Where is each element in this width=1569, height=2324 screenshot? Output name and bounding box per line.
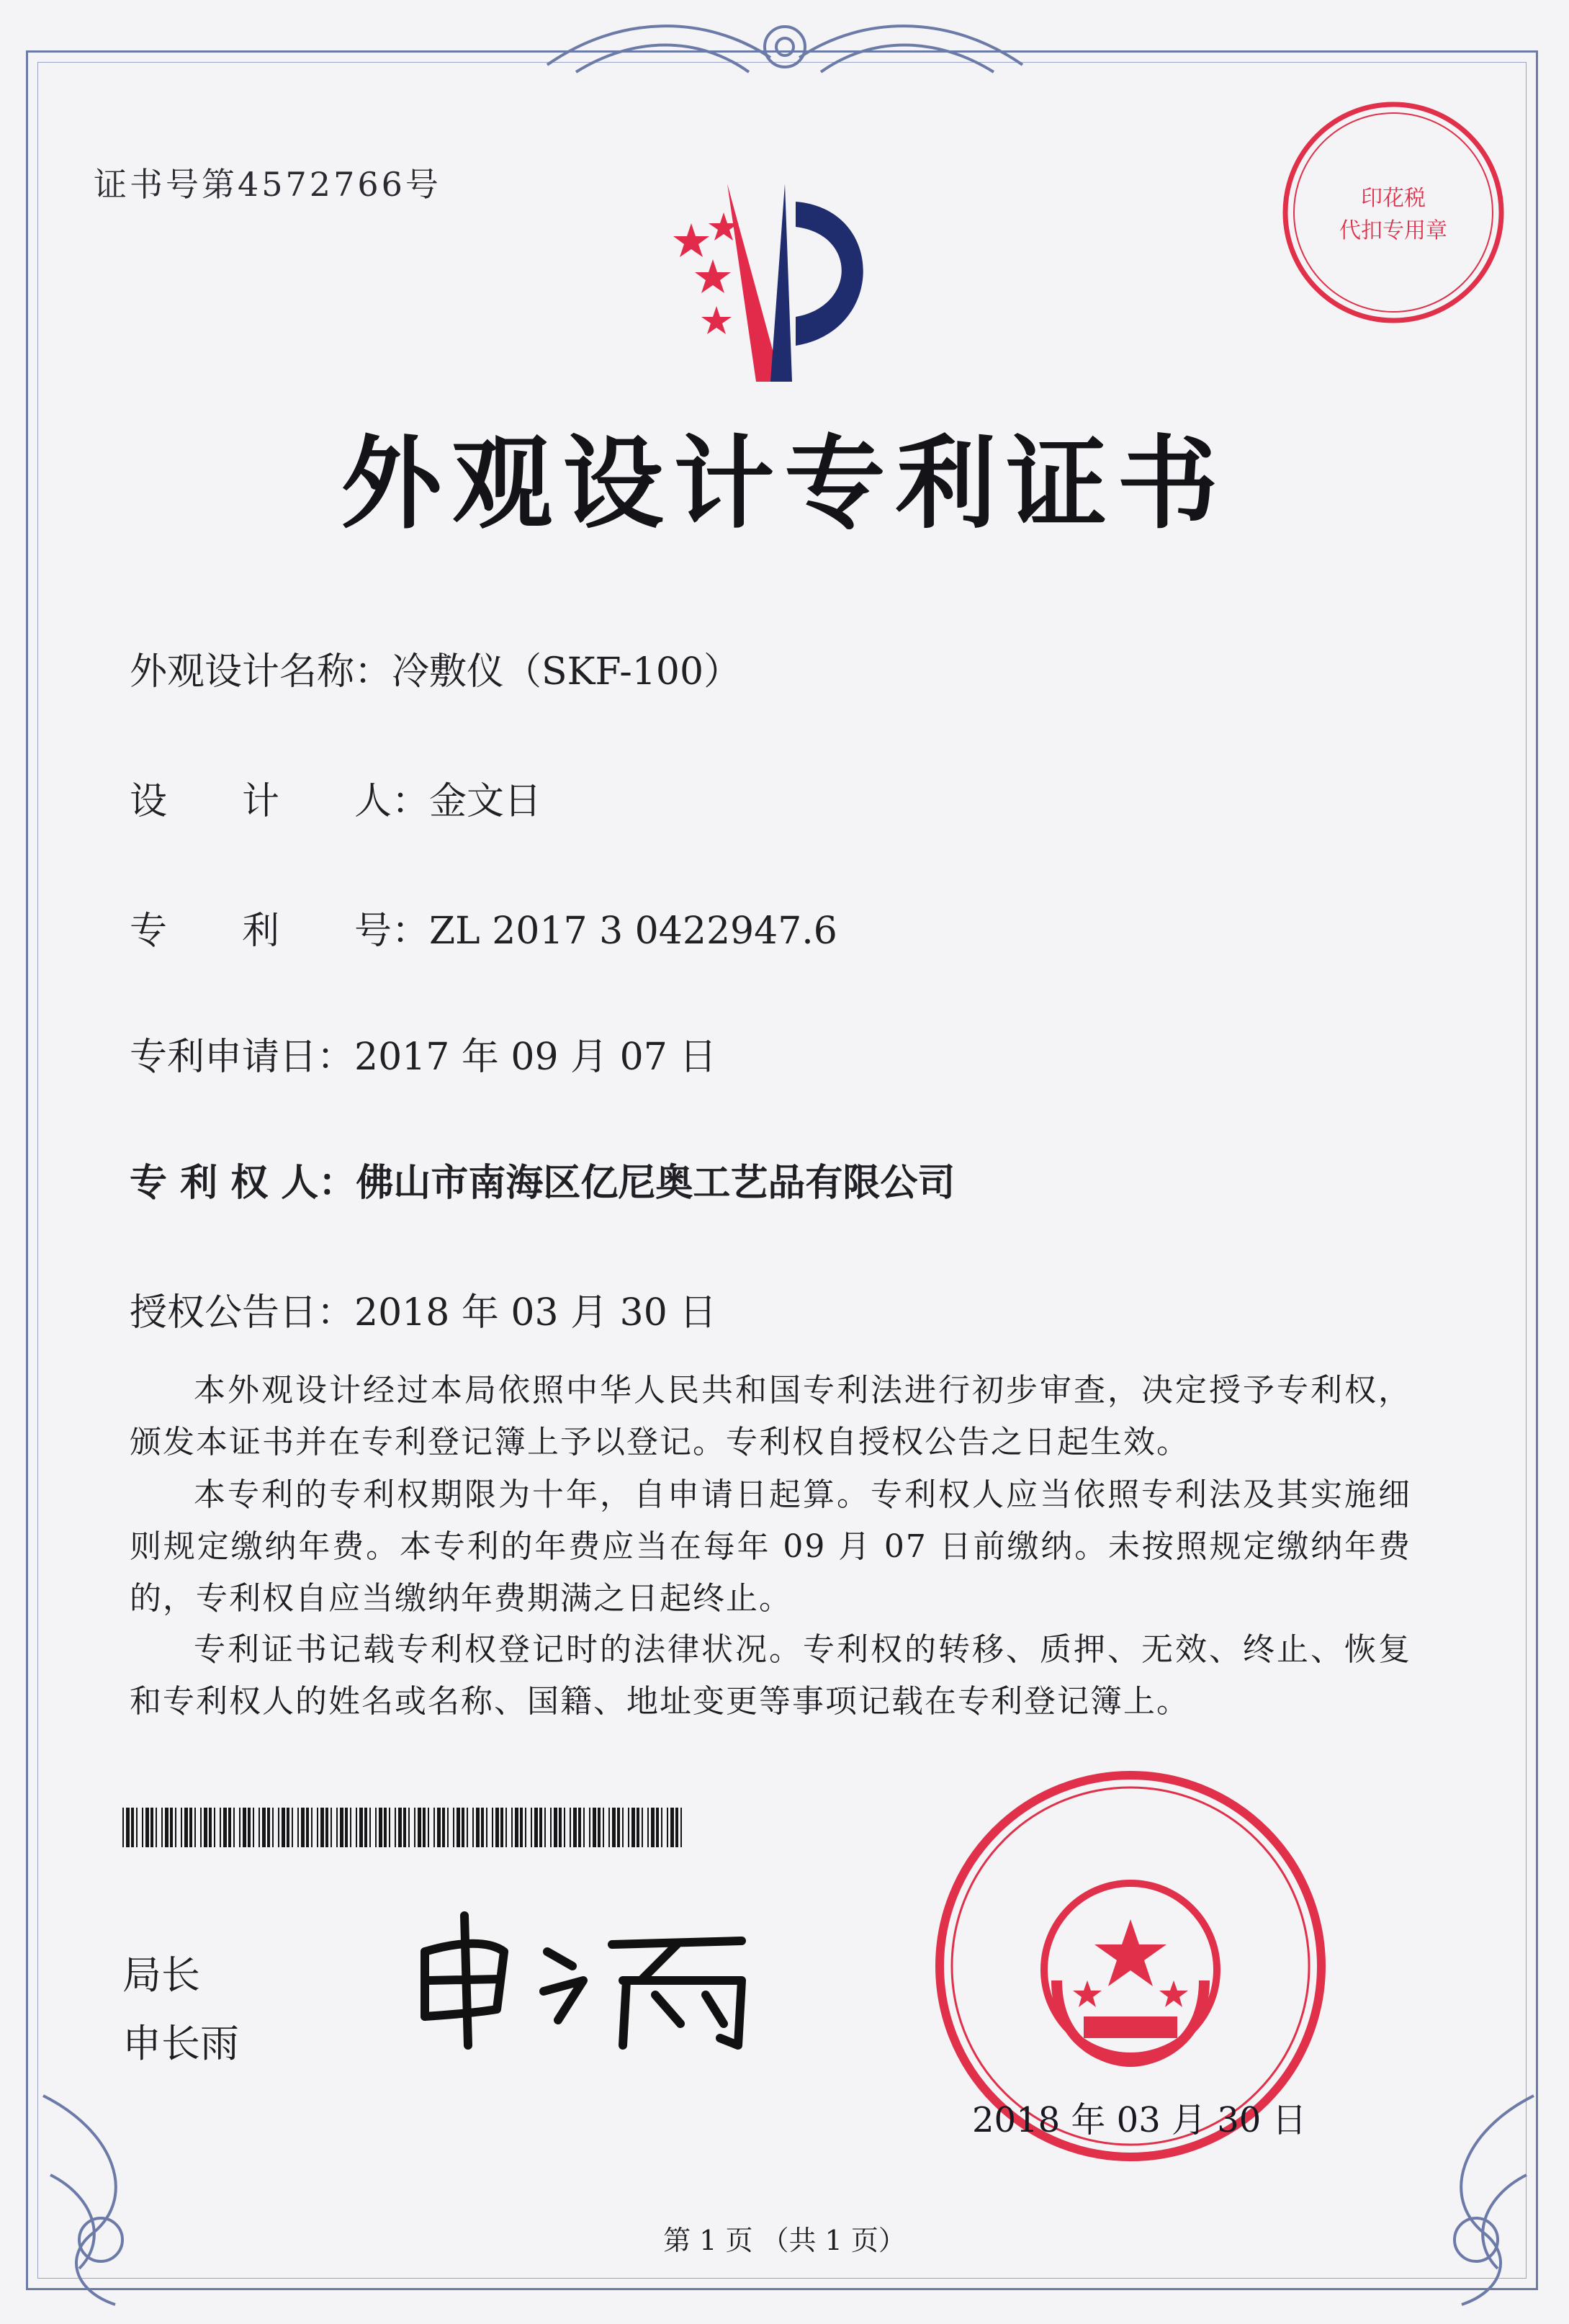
- field-design-name: [130, 641, 741, 695]
- top-ornament: [533, 7, 1037, 86]
- handwritten-signature: [403, 1901, 778, 2052]
- patent-number-value: ZL 2017 3 0422947.6: [429, 910, 837, 953]
- bottom-left-ornament: [29, 2089, 187, 2319]
- patentee-value: 佛山市南海区亿尼奥工艺品有限公司: [356, 1162, 956, 1205]
- page-footer: 第 1 页 （共 1 页）: [663, 2225, 906, 2256]
- paragraph-legal-status-text: 专利证书记载专利权登记时的法律状况。专利权的转移、质押、无效、终止、恢复和专利权人的姓名或名称、国籍、地址变更等事项记载在专利登记簿上。: [130, 1631, 1411, 1720]
- application-date-value: 2017 年 09 月 07 日: [354, 1036, 717, 1079]
- tax-stamp-seal-icon: [1278, 97, 1509, 328]
- bottom-right-ornament: [1390, 2089, 1548, 2319]
- designer-value: 金文日: [429, 780, 542, 823]
- seal-date: 2018 年 03 月 30 日: [972, 2100, 1307, 2140]
- tax-seal-center-line2: 代扣专用章: [1339, 218, 1447, 243]
- paragraph-grant-text: 本外观设计经过本局依照中华人民共和国专利法进行初步审查，决定授予专利权，颁发本证书并在专利登记簿上予以登记。专利权自授权公告之日起生效。: [130, 1372, 1411, 1461]
- signatory-name: 申长雨: [122, 2021, 239, 2066]
- announcement-date-value: 2018 年 03 月 30 日: [354, 1291, 717, 1334]
- patent-number-label: 专 利 号：: [130, 910, 430, 953]
- field-patent-number: [130, 900, 837, 954]
- field-application-date: [130, 1026, 716, 1080]
- patent-office-emblem-icon: [648, 173, 922, 389]
- barcode-icon: [122, 1808, 684, 1847]
- certificate-title: 外观设计专利证书: [341, 426, 1228, 543]
- paragraph-term: [130, 1469, 1411, 1625]
- paragraph-grant: [130, 1365, 1411, 1468]
- patentee-label: 专 利 权 人：: [130, 1162, 356, 1205]
- paragraph-term-text: 本专利的专利权期限为十年，自申请日起算。专利权人应当依照专利法及其实施细则规定缴纳年费。本专利的年费应当在每年 09 月 07 日前缴纳。未按照规定缴纳年费的，专利权自应当缴纳年费期满之日起终止。: [130, 1476, 1411, 1617]
- signatory-role: 局长: [122, 1952, 200, 1998]
- tax-seal-center-line1: 印花税: [1361, 186, 1426, 211]
- design-name-label: 外观设计名称：: [130, 650, 392, 694]
- design-name-value: 冷敷仪（SKF-100）: [392, 650, 742, 694]
- certificate-number: 证书号第4572766号: [94, 165, 441, 204]
- field-designer: [130, 771, 541, 825]
- field-announcement-date: [130, 1282, 716, 1336]
- designer-label: 设 计 人：: [130, 780, 430, 823]
- announcement-date-label: 授权公告日：: [130, 1291, 355, 1334]
- field-patentee: [130, 1152, 955, 1206]
- application-date-label: 专利申请日：: [130, 1036, 355, 1079]
- paragraph-legal-status: [130, 1624, 1411, 1728]
